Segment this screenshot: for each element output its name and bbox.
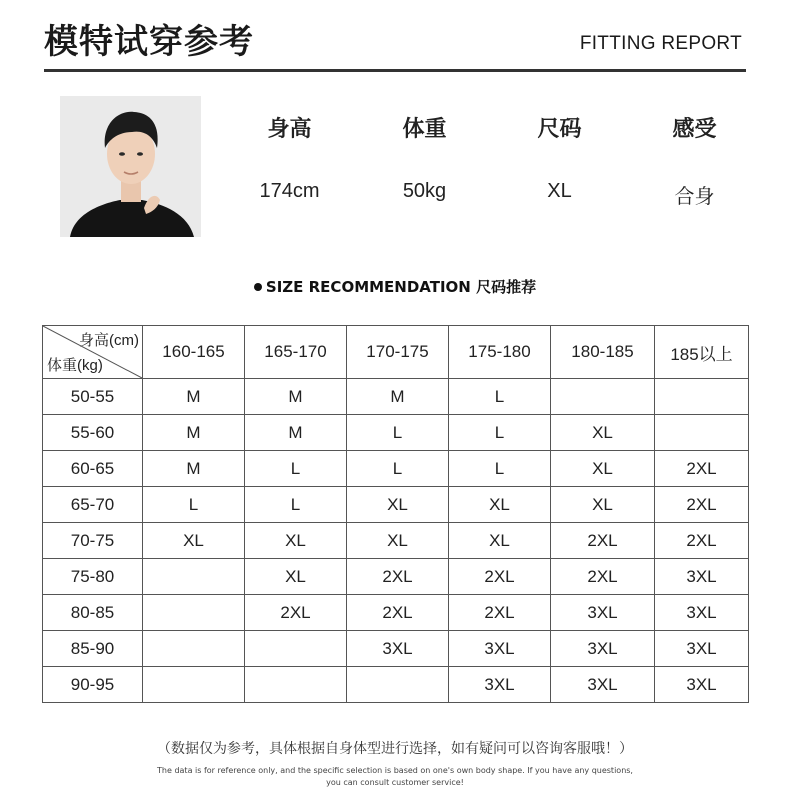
size-cell: L xyxy=(449,379,551,415)
table-corner-cell xyxy=(43,326,143,379)
size-cell: XL xyxy=(245,559,347,595)
size-cell: M xyxy=(245,379,347,415)
weight-range-cell: 60-65 xyxy=(43,451,143,487)
fine-print xyxy=(0,765,790,789)
table-row xyxy=(43,451,749,487)
size-cell xyxy=(143,559,245,595)
table-row xyxy=(43,415,749,451)
stat-label: 体重 xyxy=(402,117,447,142)
size-cell: M xyxy=(143,415,245,451)
size-cell: L xyxy=(449,415,551,451)
table-row xyxy=(43,559,749,595)
size-cell: L xyxy=(245,487,347,523)
stat-value: 174cm xyxy=(259,180,320,202)
size-cell: 2XL xyxy=(347,559,449,595)
table-header-row xyxy=(43,326,749,379)
height-range-header: 160-165 xyxy=(143,326,245,379)
size-cell: 2XL xyxy=(347,595,449,631)
stat-weight xyxy=(357,112,492,209)
stat-label: 感受 xyxy=(672,117,717,142)
size-cell xyxy=(143,631,245,667)
stat-height xyxy=(222,112,357,209)
corner-height-label: 身高(cm) xyxy=(79,332,139,349)
weight-range-cell: 85-90 xyxy=(43,631,143,667)
size-cell xyxy=(245,667,347,703)
size-cell xyxy=(143,667,245,703)
size-cell: M xyxy=(143,379,245,415)
stat-label: 尺码 xyxy=(537,117,582,142)
size-chart-table xyxy=(42,325,749,703)
height-range-header: 180-185 xyxy=(551,326,655,379)
weight-range-cell: 80-85 xyxy=(43,595,143,631)
size-cell: XL xyxy=(347,487,449,523)
stat-value: 50kg xyxy=(402,180,447,202)
model-photo xyxy=(60,96,201,237)
male-model-photo-icon xyxy=(60,96,201,237)
height-range-header: 165-170 xyxy=(245,326,347,379)
size-cell: 3XL xyxy=(655,559,749,595)
stat-value: XL xyxy=(547,180,572,202)
weight-range-cell: 75-80 xyxy=(43,559,143,595)
weight-range-cell: 70-75 xyxy=(43,523,143,559)
weight-range-cell: 65-70 xyxy=(43,487,143,523)
stat-value: 合身 xyxy=(674,186,715,208)
model-stats xyxy=(222,112,762,209)
page-title: 模特试穿参考 xyxy=(44,22,254,62)
size-cell: 3XL xyxy=(551,631,655,667)
size-cell: 2XL xyxy=(655,451,749,487)
size-cell: 3XL xyxy=(551,667,655,703)
size-cell xyxy=(551,379,655,415)
table-row xyxy=(43,667,749,703)
size-cell xyxy=(245,631,347,667)
fine-print-line: you can consult customer service! xyxy=(326,778,464,787)
size-cell: 3XL xyxy=(449,667,551,703)
page-subtitle: FITTING REPORT xyxy=(579,33,742,54)
stat-label: 身高 xyxy=(267,117,312,142)
size-cell xyxy=(655,415,749,451)
header-divider xyxy=(44,69,746,72)
stat-size xyxy=(492,112,627,209)
weight-range-cell: 55-60 xyxy=(43,415,143,451)
size-cell: 2XL xyxy=(655,487,749,523)
size-cell: M xyxy=(347,379,449,415)
size-cell: 3XL xyxy=(551,595,655,631)
size-cell: XL xyxy=(449,523,551,559)
size-cell: M xyxy=(245,415,347,451)
table-row xyxy=(43,595,749,631)
fine-print-line: The data is for reference only, and the specific selection is based on one's own body shape. If you have any questions, xyxy=(157,766,633,775)
table-row xyxy=(43,631,749,667)
size-cell: L xyxy=(143,487,245,523)
size-cell: 2XL xyxy=(551,523,655,559)
corner-weight-label: 体重(kg) xyxy=(47,357,103,374)
size-cell: XL xyxy=(551,415,655,451)
size-cell: 2XL xyxy=(655,523,749,559)
size-cell: 2XL xyxy=(449,595,551,631)
size-cell: 2XL xyxy=(449,559,551,595)
size-cell: 2XL xyxy=(551,559,655,595)
table-row xyxy=(43,487,749,523)
size-cell xyxy=(347,667,449,703)
size-cell xyxy=(143,595,245,631)
size-cell: XL xyxy=(551,451,655,487)
size-cell: XL xyxy=(245,523,347,559)
size-cell: 3XL xyxy=(449,631,551,667)
weight-range-cell: 50-55 xyxy=(43,379,143,415)
size-cell: M xyxy=(143,451,245,487)
heading-text: SIZE RECOMMENDATION 尺码推荐 xyxy=(265,278,537,296)
size-cell: XL xyxy=(143,523,245,559)
table-row xyxy=(43,523,749,559)
height-range-header: 170-175 xyxy=(347,326,449,379)
size-cell: 3XL xyxy=(347,631,449,667)
size-cell: 2XL xyxy=(245,595,347,631)
size-cell: 3XL xyxy=(655,631,749,667)
size-cell: L xyxy=(449,451,551,487)
size-cell xyxy=(655,379,749,415)
bullet-icon xyxy=(254,283,262,291)
size-cell: L xyxy=(347,451,449,487)
height-range-header: 185以上 xyxy=(655,326,749,379)
size-cell: L xyxy=(245,451,347,487)
size-cell: XL xyxy=(347,523,449,559)
table-row xyxy=(43,379,749,415)
size-cell: XL xyxy=(551,487,655,523)
stat-feeling xyxy=(627,112,762,209)
size-cell: 3XL xyxy=(655,595,749,631)
size-cell: L xyxy=(347,415,449,451)
disclaimer-note: （数据仅为参考，具体根据自身体型进行选择，如有疑问可以咨询客服哦！） xyxy=(157,741,633,757)
size-cell: 3XL xyxy=(655,667,749,703)
height-range-header: 175-180 xyxy=(449,326,551,379)
size-recommendation-heading xyxy=(0,276,790,297)
weight-range-cell: 90-95 xyxy=(43,667,143,703)
size-cell: XL xyxy=(449,487,551,523)
